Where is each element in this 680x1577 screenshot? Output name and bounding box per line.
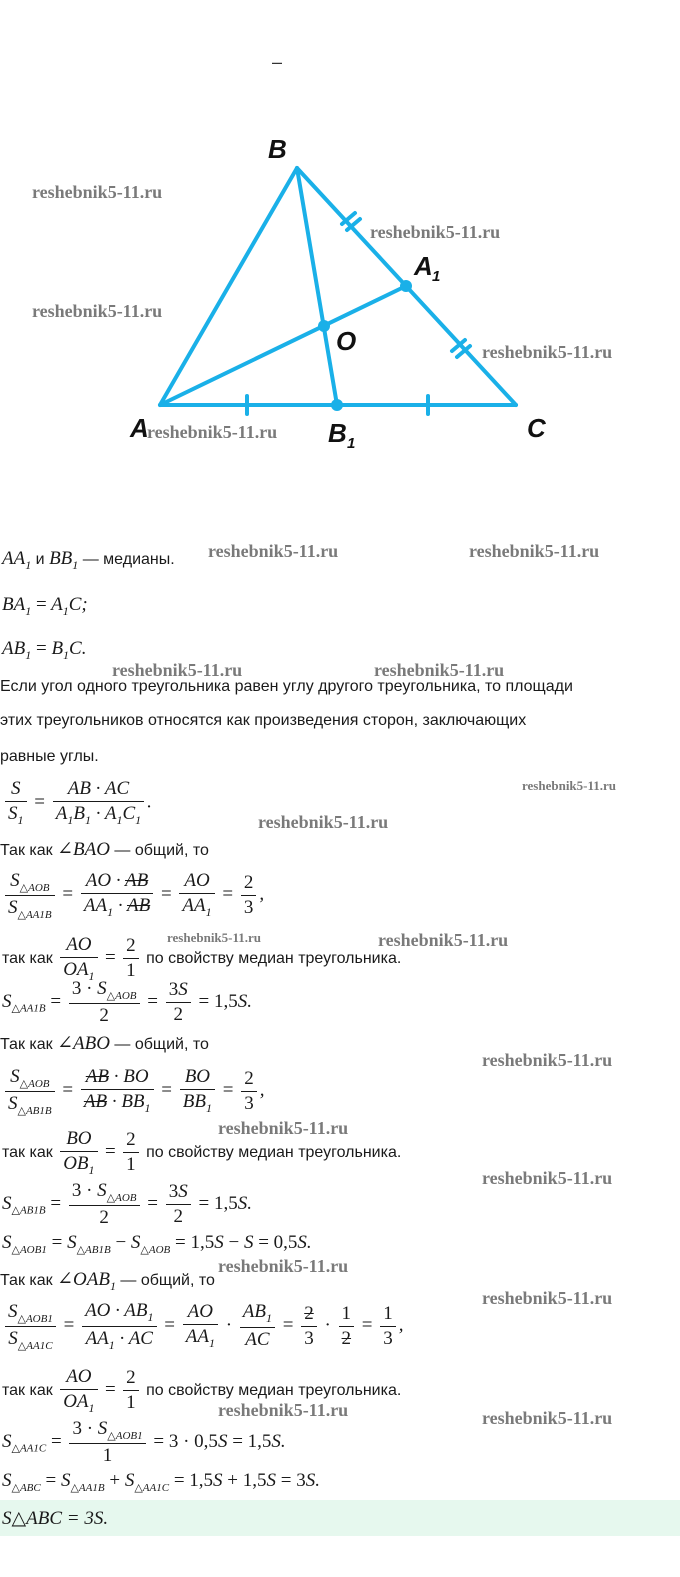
median-ratio-2: так как $\frac{BO}{OB_1}$ = $\frac{2}{1}$ по свойству медиан треугольника. xyxy=(2,1128,402,1177)
answer-box xyxy=(0,1500,680,1536)
watermark: reshebnik5-11.ru xyxy=(218,1400,349,1420)
theorem-text-2: этих треугольников относятся как произведения сторон, заключающих xyxy=(0,712,527,729)
label-b: B xyxy=(268,134,287,164)
label-b1: B xyxy=(328,418,347,448)
watermark: reshebnik5-11.ru xyxy=(258,812,389,832)
equation-s-ratio: $\frac{S}{S_1}$ = $\frac{AB \cdot AC}{A_1B_1 \cdot A_1C_1}$ . xyxy=(2,778,152,828)
top-dash: – xyxy=(272,52,283,72)
watermark: reshebnik5-11.ru xyxy=(482,342,613,362)
equation-ab1: $AB_1 = B_1C$. xyxy=(2,638,87,662)
medians-line: $AA_1$ и $BB_1$ — медианы. xyxy=(2,548,175,572)
answer-text: S△ABC = 3S. xyxy=(2,1508,109,1529)
watermark: reshebnik5-11.ru xyxy=(32,301,163,321)
watermark: reshebnik5-11.ru xyxy=(112,660,243,680)
watermark: reshebnik5-11.ru xyxy=(167,930,262,945)
equation-aob1-aa1c: $\frac{S_{\triangle AOB1}}{S_{\triangle AA1C}}$ = $\frac{AO \cdot AB_1}{AA_1 \cdot AC}$ = $\frac{AO}{AA_1}$ · $\frac{AB_1}{AC}$ = $\frac{2}{3}$ · $\frac{1}{2}$ = $\frac{1}{3}$ , xyxy=(2,1300,404,1353)
watermark: reshebnik5-11.ru xyxy=(378,930,509,950)
watermark: reshebnik5-11.ru xyxy=(482,1288,613,1308)
label-a1: A xyxy=(414,251,433,281)
watermark: reshebnik5-11.ru xyxy=(370,222,501,242)
equation-aob-aa1b: $\frac{S_{\triangle AOB}}{S_{\triangle AA1B}}$ = $\frac{AO \cdot AB}{AA_1 \cdot AB}$ = $\frac{AO}{AA_1}$ = $\frac{2}{3}$ , xyxy=(2,870,264,921)
side-ab xyxy=(160,168,297,405)
watermark: reshebnik5-11.ru xyxy=(469,541,600,561)
watermark: reshebnik5-11.ru xyxy=(374,660,505,680)
point-o xyxy=(318,320,330,332)
triangle-figure xyxy=(0,120,680,460)
median-ratio-3: так как $\frac{AO}{OA_1}$ = $\frac{2}{1}$ по свойству медиан треугольника. xyxy=(2,1366,402,1415)
median-aa1 xyxy=(160,286,406,405)
point-b1 xyxy=(331,399,343,411)
equation-aa1b: $S_{\triangle AA1B}$ = $\frac{3 \cdot S_{\triangle AOB}}{2}$ = $\frac{3S}{2}$ = 1,5S. xyxy=(2,978,252,1026)
label-o: O xyxy=(336,326,357,356)
watermark: reshebnik5-11.ru xyxy=(32,182,163,202)
watermark: reshebnik5-11.ru xyxy=(147,422,278,442)
label-c: C xyxy=(527,413,546,443)
label-b1-sub: 1 xyxy=(347,435,356,452)
since-bao: Так как ∠BAO — общий, то xyxy=(0,839,209,860)
watermark: reshebnik5-11.ru xyxy=(482,1168,613,1188)
since-abo: Так как ∠ABO — общий, то xyxy=(0,1033,209,1054)
equation-ba1: $BA_1 = A_1C$; xyxy=(2,594,88,618)
watermark: reshebnik5-11.ru xyxy=(482,1408,613,1428)
watermark: reshebnik5-11.ru xyxy=(482,1050,613,1070)
watermark: reshebnik5-11.ru xyxy=(208,541,339,561)
theorem-text-3: равные углы. xyxy=(0,748,99,765)
equation-aob-ab1b: $\frac{S_{\triangle AOB}}{S_{\triangle AB1B}}$ = $\frac{AB \cdot BO}{AB \cdot BB_1}$ = $\frac{BO}{BB_1}$ = $\frac{2}{3}$ , xyxy=(2,1066,264,1117)
watermark: reshebnik5-11.ru xyxy=(218,1256,349,1276)
equation-ab1b: $S_{\triangle AB1B}$ = $\frac{3 \cdot S_{\triangle AOB}}{2}$ = $\frac{3S}{2}$ = 1,5S. xyxy=(2,1180,252,1228)
point-a1 xyxy=(400,280,412,292)
equation-abc-sum: $S_{\triangle ABC} = S_{\triangle AA1B} + S_{\triangle AA1C} = 1,5S + 1,5S = 3S$. xyxy=(2,1470,320,1494)
theorem-text-1: Если угол одного треугольника равен углу другого треугольника, то площади xyxy=(0,678,573,695)
watermark: reshebnik5-11.ru xyxy=(218,1118,349,1138)
watermark: reshebnik5-11.ru xyxy=(522,778,617,793)
since-oab1: Так как $\angle OAB_1$ — общий, то xyxy=(0,1269,215,1293)
equation-aob1: $S_{\triangle AOB1} = S_{\triangle AB1B} - S_{\triangle AOB} = 1,5S - S = 0,5S$. xyxy=(2,1232,312,1256)
equation-aa1c: $S_{\triangle AA1C}$ = $\frac{3 \cdot S_{\triangle AOB1}}{1}$ = 3 · 0,5S = 1,5S. xyxy=(2,1418,286,1466)
label-a: A xyxy=(130,413,149,443)
label-a1-sub: 1 xyxy=(432,268,441,285)
median-ratio-1: так как $\frac{AO}{OA_1}$ = $\frac{2}{1}$ по свойству медиан треугольника. xyxy=(2,934,402,983)
